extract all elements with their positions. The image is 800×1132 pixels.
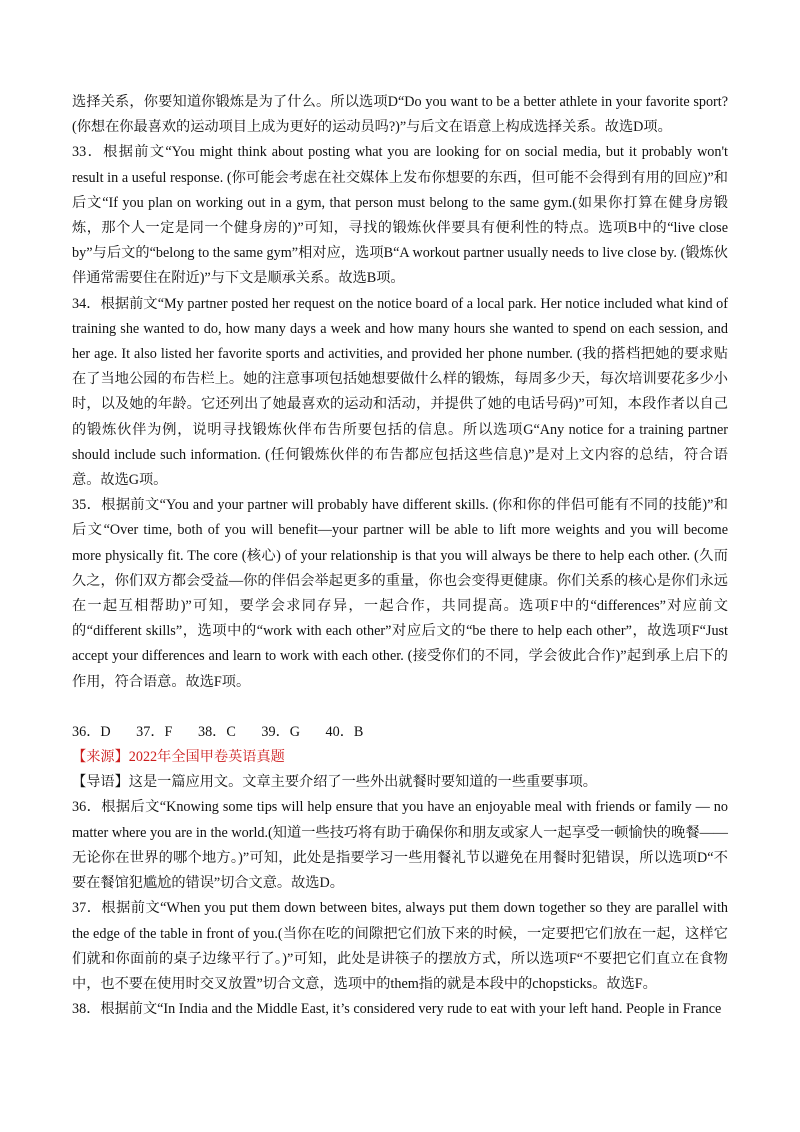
paragraph-32-continued: 选择关系，你要知道你锻炼是为了什么。所以选项D“Do you want to be a better athlete in your favorite sport?(你想在你最喜欢的运动项目上成为更好的运动员吗?)”与后文在语意上构成选择关系。故选D项。 (72, 94, 728, 136)
paragraph-36: 36．根据后文“Knowing some tips will help ensure that you have an enjoyable meal with friends or family — no matter where you are in the world.(知道一些技巧将有助于确保你和朋友或家人一起享受一顿愉快的晚餐——无论你在世界的哪个地方。)”可知，此处是指要学习一些用餐礼节以避免在用餐时犯错误，所以选项D“不要在餐馆犯尴尬的错误”切合文意。故选D。 (72, 799, 728, 892)
answer-39: 39．G (261, 723, 300, 740)
answer-key-row (72, 720, 728, 745)
document-page (72, 90, 728, 1022)
answer-38: 38．C (197, 723, 236, 740)
paragraph-34: 34．根据前文“My partner posted her request on the notice board of a local park. Her notice included what kind of training she wanted to do, how many days a week and how many hours she wanted to spend on each session, and her age. It also listed her favorite sports and activities, and provided her phone number. (我的搭档把她的要求贴在了当地公园的布告栏上。她的注意事项包括她想要做什么样的锻炼，每周多少天，每次培训要花多少小时，以及她的年龄。它还列出了她最喜欢的运动和活动，并提供了她的电话号码)”可知，本段作者以自己的锻炼伙伴为例，说明寻找锻炼伙伴布告所要包括的信息。所以选项G“Any notice for a training partner should include such information. (任何锻炼伙伴的布告都应包括这些信息)”是对上文内容的总结，符合语意。故选G项。 (72, 295, 728, 489)
answer-40: 40．B (325, 723, 364, 740)
paragraph-33: 33．根据前文“You might think about posting what you are looking for on social media, but it probably won't result in a useful response. (你可能会考虑在社交媒体上发布你想要的东西，但可能不会得到有用的回应)”和后文“If you plan on working out in a gym, that person must belong to the same gym.(如果你打算在健身房锻炼，那个人一定是同一个健身房的)”可知，寻找的锻炼伙伴要具有便利性的特点。选项B中的“live close by”与后文的“belong to the same gym”相对应，选项B“A workout partner usually needs to live close by. (锻炼伙伴通常需要住在附近)”与下文是顺承关系。故选B项。 (72, 144, 728, 287)
paragraph-38: 38．根据前文“In India and the Middle East, it’s considered very rude to eat with your left hand. People in France (72, 1001, 722, 1018)
answer-37: 37．F (136, 723, 173, 740)
paragraph-37: 37．根据前文“When you put them down between bites, always put them down together so they are parallel with the edge of the table in front of you.(当你在吃的间隙把它们放下来的时候，一定要把它们放在一起，这样它们就和你面前的桌子边缘平行了。)”可知，此处是讲筷子的摆放方式，所以选项F“不要把它们直立在食物中，也不要在使用时交叉放置”切合文意，选项中的them指的就是本段中的chopsticks。故选F。 (72, 900, 728, 992)
section-spacer (72, 695, 728, 720)
intro-paragraph: 【导语】这是一篇应用文。文章主要介绍了一些外出就餐时要知道的一些重要事项。 (72, 774, 597, 791)
source-label: 【来源】2022年全国甲卷英语真题 (72, 749, 285, 766)
answer-36: 36．D (72, 723, 111, 740)
paragraph-35: 35．根据前文“You and your partner will probably have different skills. (你和你的伴侣可能有不同的技能)”和后文“Over time, both of you will benefit—your partner will be able to lift more weights and you will become more physically fit. The core (核心) of your relationship is that you will always be there to help each other. (久而久之，你们双方都会受益—你的伴侣会举起更多的重量，你也会变得更健康。你们关系的核心是你们永远在一起互相帮助)”可知，要学会求同存异，一起合作，共同提高。选项F中的“differences”对应前文的“different skills”，选项中的“work with each other”对应后文的“be there to help each other”，故选项F“Just accept your differences and learn to work with each other. (接受你们的不同，学会彼此合作)”起到承上启下的作用，符合语意。故选F项。 (72, 497, 728, 690)
